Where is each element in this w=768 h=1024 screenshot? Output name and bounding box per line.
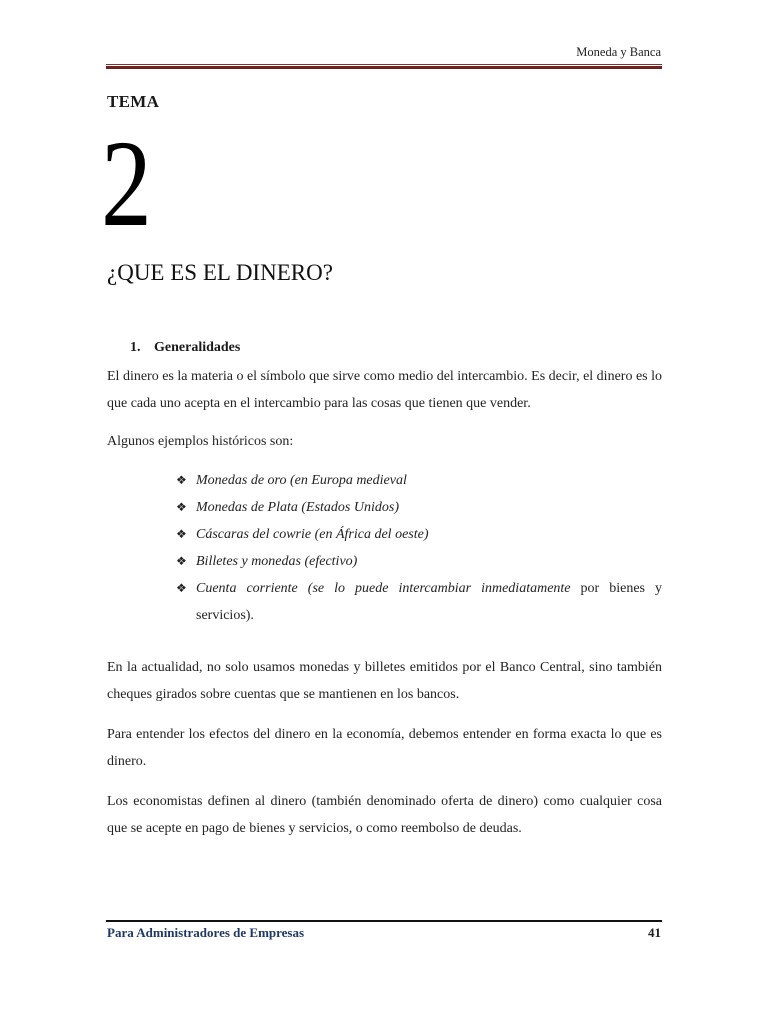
paragraph-current-money: En la actualidad, no solo usamos monedas y billetes emitidos por el Banco Central, sino también cheques girados sobre cuentas que se mantienen en los bancos. <box>107 660 662 702</box>
header-rule <box>106 66 662 69</box>
page-number: 41 <box>648 925 661 940</box>
paragraph-effects: Para entender los efectos del dinero en la economía, debemos entender en forma exacta lo que es dinero. <box>107 727 662 769</box>
footer-rule <box>106 920 662 922</box>
section-title: Generalidades <box>154 340 241 355</box>
section-number: 1. <box>130 340 141 355</box>
chapter-label: TEMA <box>107 92 160 111</box>
paragraph-definition: El dinero es la materia o el símbolo que sirve como medio del intercambio. Es decir, el dinero es lo que cada uno acepta en el intercambio para las cosas que tienen que vender. <box>107 369 662 411</box>
section-heading <box>130 340 240 356</box>
paragraph-economists-definition: Los economistas definen al dinero (también denominado oferta de dinero) como cualquier cosa que se acepte en pago de bienes y servicios, o como reembolso de deudas. <box>107 794 662 836</box>
list-item: ❖ Cuenta corriente (se lo puede intercambiar inmediatamente por bienes y servicios). <box>176 575 662 629</box>
running-header: Moneda y Banca <box>576 45 661 59</box>
chapter-number: 2 <box>101 115 152 252</box>
diamond-bullet-icon: ❖ <box>176 554 187 568</box>
list-item: ❖ Billetes y monedas (efectivo) <box>176 548 662 575</box>
footer-title: Para Administradores de Empresas <box>107 925 305 940</box>
diamond-bullet-icon: ❖ <box>176 527 187 541</box>
header-rule-thin <box>106 64 662 65</box>
list-item: ❖ Cáscaras del cowrie (en África del oeste) <box>176 521 662 548</box>
diamond-bullet-icon: ❖ <box>176 473 187 487</box>
list-item: ❖ Monedas de Plata (Estados Unidos) <box>176 494 662 521</box>
list-item: ❖ Monedas de oro (en Europa medieval <box>176 467 662 494</box>
examples-list <box>176 467 662 629</box>
paragraph-examples-intro: Algunos ejemplos históricos son: <box>107 434 294 449</box>
diamond-bullet-icon: ❖ <box>176 500 187 514</box>
diamond-bullet-icon: ❖ <box>176 581 187 595</box>
chapter-title: ¿QUE ES EL DINERO? <box>107 260 333 285</box>
